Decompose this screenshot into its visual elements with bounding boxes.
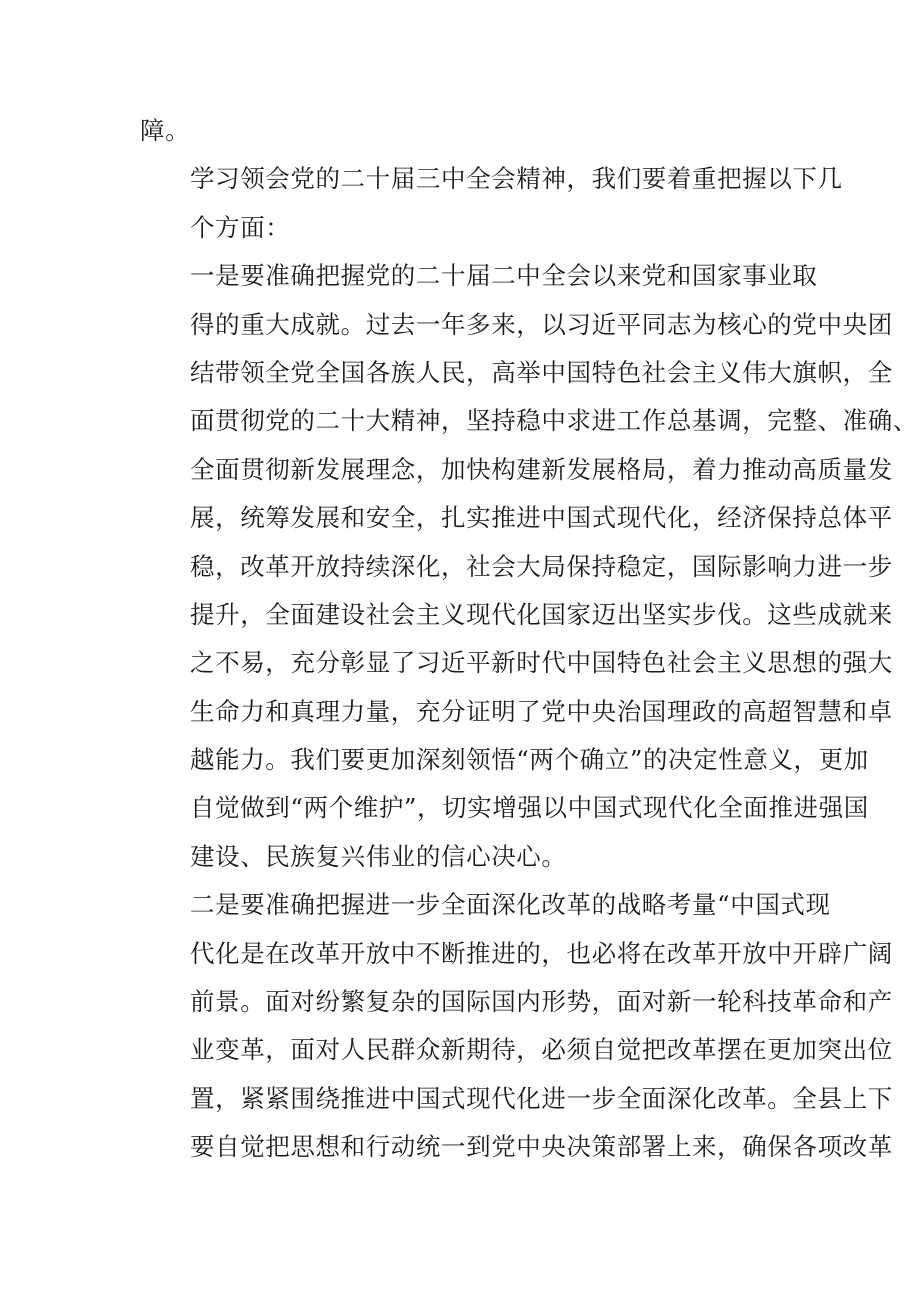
- text-line: 全面贯彻新发展理念，加快构建新发展格局，着力推动高质量发: [190, 454, 893, 484]
- paragraph-continuation: [140, 107, 788, 155]
- text-line: 建设、民族复兴伟业的信心决心。: [190, 841, 567, 871]
- text-line: 提升，全面建设社会主义现代化国家迈出坚实步伐。这些成就来: [190, 599, 893, 629]
- text-line: 面贯彻党的二十大精神，坚持稳中求进工作总基调，完整、准确、: [190, 406, 918, 436]
- text-line: 结带领全党全国各族人民，高举中国特色社会主义伟大旗帜，全: [190, 357, 893, 387]
- text-line: 一是要准确把握党的二十届二中全会以来党和国家事业取: [190, 261, 818, 291]
- text-line: 展，统筹发展和安全，扎实推进中国式现代化，经济保持总体平: [190, 503, 893, 533]
- text-line: 业变革，面对人民群众新期待，必须自觉把改革摆在更加突出位: [190, 1035, 893, 1065]
- text-line: 得的重大成就。过去一年多来，以习近平同志为核心的党中央团: [190, 309, 893, 339]
- text-line: 越能力。我们要更加深刻领悟“两个确立”的决定性意义，更加: [190, 745, 869, 775]
- paragraph-point-one: [140, 252, 918, 881]
- text-line: 要自觉把思想和行动统一到党中央决策部署上来，确保各项改革: [190, 1132, 893, 1162]
- text-line: 学习领会党的二十届三中全会精神，我们要着重把握以下几: [190, 164, 843, 194]
- text-line: 障。: [140, 116, 191, 145]
- text-line: 代化是在改革开放中不断推进的，也必将在改革开放中开辟广阔: [190, 938, 893, 968]
- text-line: 自觉做到“两个维护”，切实增强以中国式现代化全面推进强国: [190, 793, 869, 823]
- document-body: [140, 107, 918, 1172]
- paragraph-point-two: [140, 881, 893, 1171]
- text-line: 前景。面对纷繁复杂的国际国内形势，面对新一轮科技革命和产: [190, 987, 893, 1017]
- text-line: 生命力和真理力量，充分证明了党中央治国理政的高超智慧和卓: [190, 696, 893, 726]
- text-line: 之不易，充分彰显了习近平新时代中国特色社会主义思想的强大: [190, 648, 893, 678]
- text-line: 置，紧紧围绕推进中国式现代化进一步全面深化改革。全县上下: [190, 1083, 893, 1113]
- text-line: 二是要准确把握进一步全面深化改革的战略考量“中国式现: [190, 890, 831, 920]
- text-line: 个方面：: [190, 212, 291, 242]
- paragraph-intro: [140, 155, 843, 252]
- text-line: 稳，改革开放持续深化，社会大局保持稳定，国际影响力进一步: [190, 551, 893, 581]
